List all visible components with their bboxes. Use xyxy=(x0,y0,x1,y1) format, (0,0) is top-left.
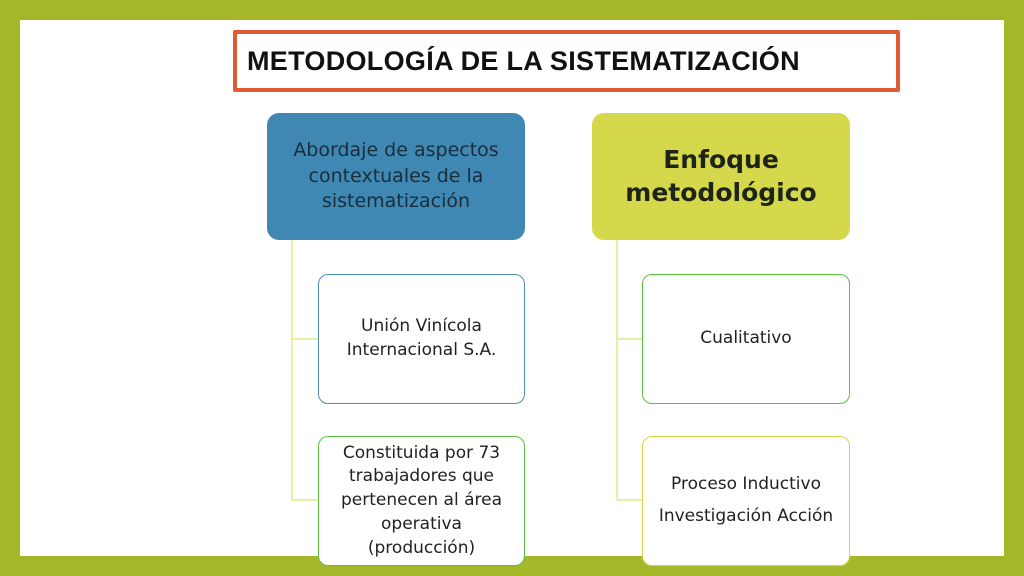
qualitative-text: Cualitativo xyxy=(700,328,792,349)
context-heading-box xyxy=(267,113,525,240)
title-box xyxy=(233,30,900,92)
process-box xyxy=(642,436,850,566)
context-heading: Abordaje de aspectos contextuales de la sistematización xyxy=(293,139,499,213)
approach-heading: Enfoque metodológico xyxy=(625,145,817,207)
company-text: Unión Vinícola Internacional S.A. xyxy=(346,316,497,360)
approach-heading-box xyxy=(592,113,850,240)
qualitative-box xyxy=(642,274,850,404)
workers-text: Constituida por 73 trabajadores que pertenecen al área operativa (producción) xyxy=(340,442,503,558)
process-inductive-text: Proceso Inductivo xyxy=(671,474,821,495)
action-research-text: Investigación Acción xyxy=(658,506,834,526)
workers-box xyxy=(318,436,525,566)
company-box xyxy=(318,274,525,404)
page-title: METODOLOGÍA DE LA SISTEMATIZACIÓN xyxy=(247,45,800,76)
